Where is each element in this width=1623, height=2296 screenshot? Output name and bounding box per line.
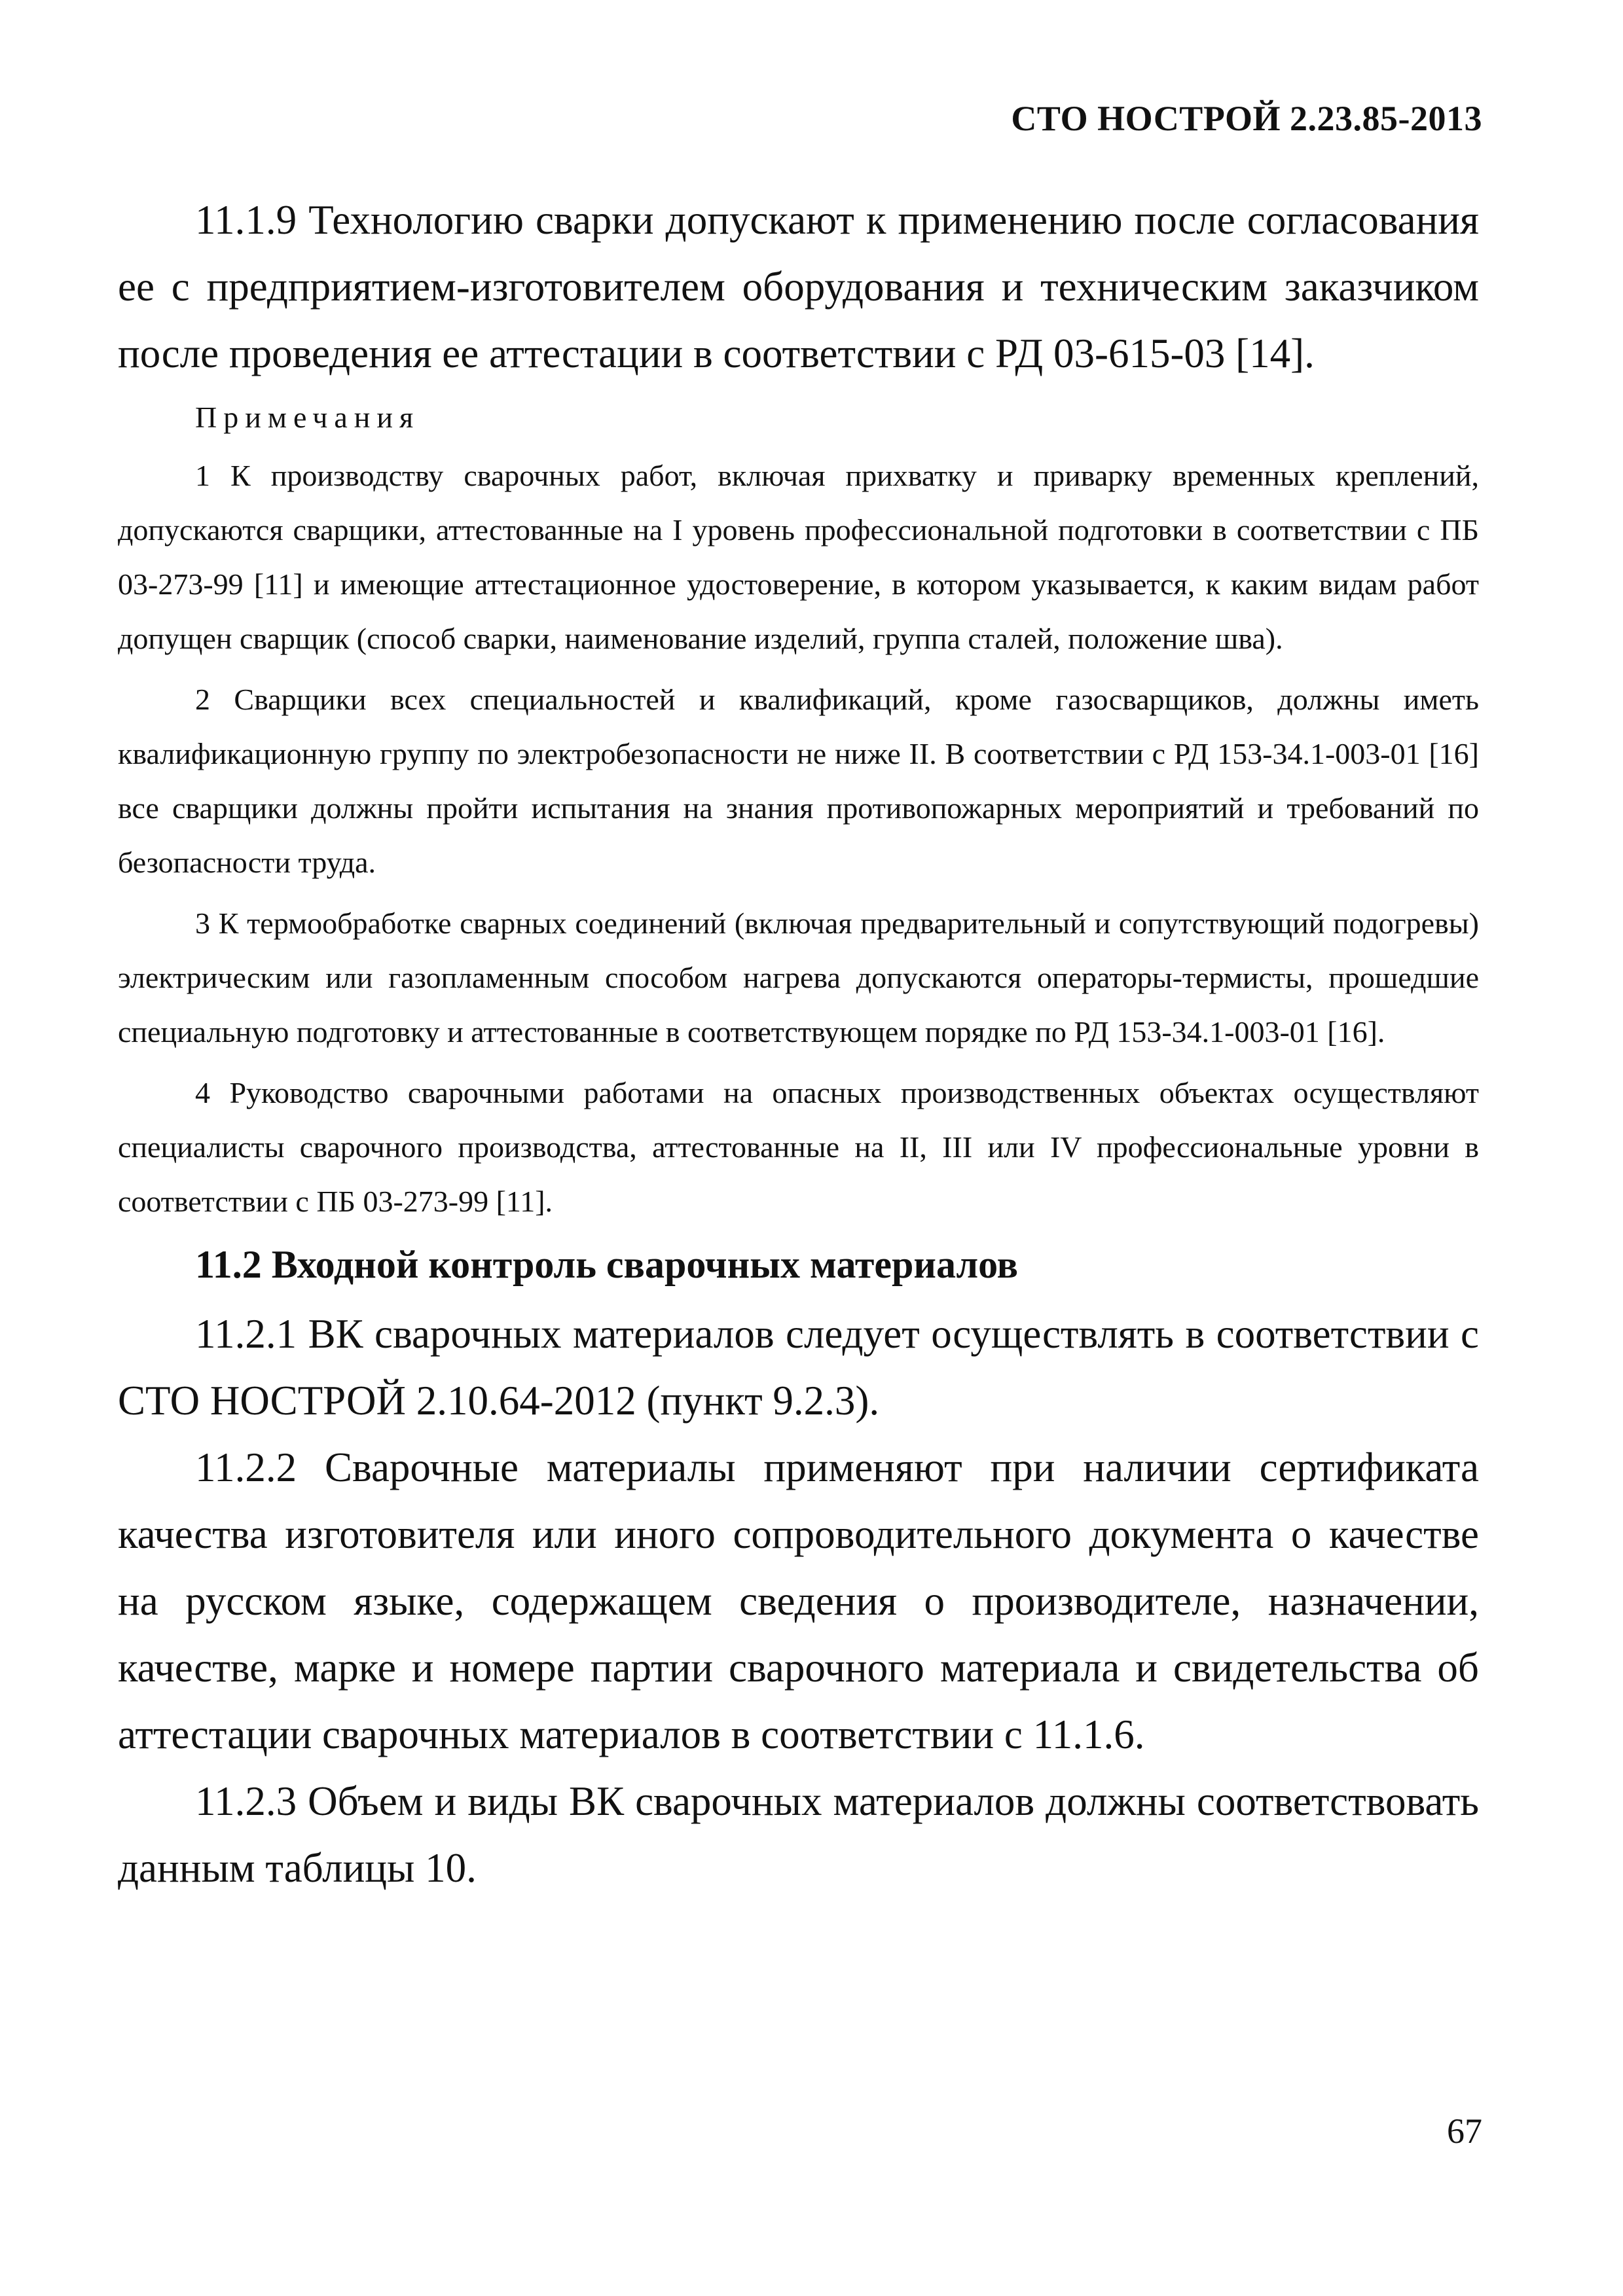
paragraph-11-2-3: 11.2.3 Объем и виды ВК сварочных материалов должны соответствовать данным таблицы 10. xyxy=(118,1778,1479,1891)
document-code-header: СТО НОСТРОЙ 2.23.85-2013 xyxy=(1011,99,1482,138)
paragraph-11-2-1: 11.2.1 ВК сварочных материалов следует осуществлять в соответствии с СТО НОСТРОЙ 2.10.64-2012 (пункт 9.2.3). xyxy=(118,1311,1479,1424)
page-number: 67 xyxy=(1447,2111,1482,2151)
section-heading-11-2: 11.2 Входной контроль сварочных материалов xyxy=(195,1243,1019,1286)
note-2: 2 Сварщики всех специальностей и квалификаций, кроме газосварщиков, должны иметь квалификационную группу по электробезопасности не ниже II. В соответствии с РД 153-34.1-003-01 [16] все сварщики должны пройти испытания на знания противопожарных мероприятий и требований по безопасности труда. xyxy=(118,683,1479,879)
page-content xyxy=(118,187,1479,1901)
note-4: 4 Руководство сварочными работами на опасных производственных объектах осуществляют специалисты сварочного производства, аттестованные на II, III или IV профессиональные уровни в соответствии с ПБ 03-273-99 [11]. xyxy=(118,1076,1479,1218)
paragraph-11-2-2: 11.2.2 Сварочные материалы применяют при наличии сертификата качества изготовителя или иного сопроводительного документа о качестве на русском языке, содержащем сведения о производителе, назначении, качестве, марке и номере партии сварочного материала и свидетельства об аттестации сварочных материалов в соответствии с 11.1.6. xyxy=(118,1444,1479,1757)
note-3: 3 К термообработке сварных соединений (включая предварительный и сопутствующий подогревы) электрическим или газопламенным способом нагрева допускаются операторы-термисты, прошедшие специальную подготовку и аттестованные в соответствующем порядке по РД 153-34.1-003-01 [16]. xyxy=(118,906,1479,1049)
note-1: 1 К производству сварочных работ, включая прихватку и приварку временных креплений, допускаются сварщики, аттестованные на I уровень профессиональной подготовки в соответствии с ПБ 03-273-99 [11] и имеющие аттестационное удостоверение, в котором указывается, к каким видам работ допущен сварщик (способ сварки, наименование изделий, группа сталей, положение шва). xyxy=(118,459,1479,655)
notes-title: Примечания xyxy=(195,401,420,434)
paragraph-11-1-9: 11.1.9 Технологию сварки допускают к применению после согласования ее с предприятием-изготовителем оборудования и техническим заказчиком после проведения ее аттестации в соответствии с РД 03-615-03 [14]. xyxy=(118,197,1479,376)
